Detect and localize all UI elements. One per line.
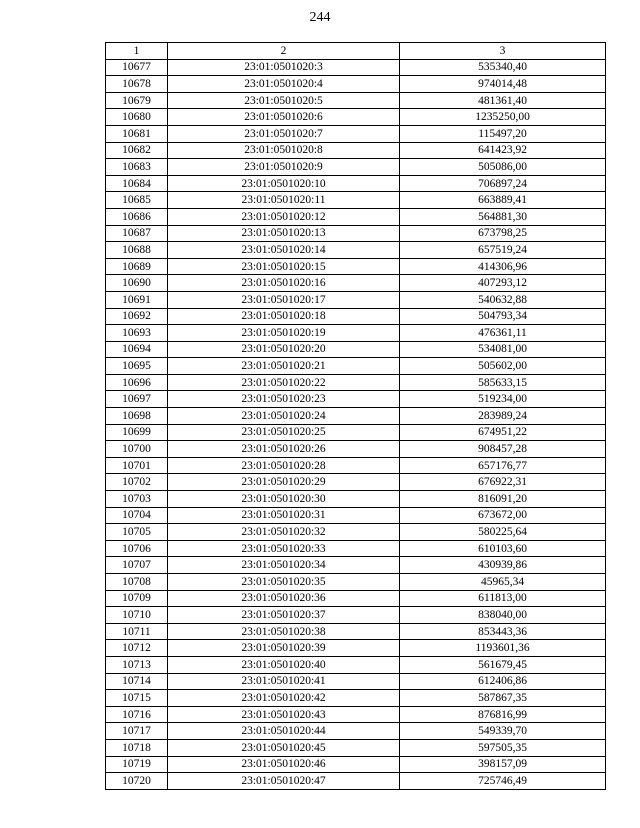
row-number-cell: 10677 [106,59,168,76]
value-cell: 561679,45 [400,656,606,673]
row-number-cell: 10713 [106,656,168,673]
table-row [106,424,606,441]
value-cell: 505602,00 [400,358,606,375]
row-number-cell: 10685 [106,192,168,209]
value-cell: 1235250,00 [400,109,606,126]
value-cell: 657519,24 [400,242,606,259]
table-row [106,192,606,209]
cadastral-number-cell: 23:01:0501020:8 [168,142,400,159]
value-cell: 597505,35 [400,739,606,756]
value-cell: 476361,11 [400,325,606,342]
table-row [106,607,606,624]
cadastral-number-cell: 23:01:0501020:23 [168,391,400,408]
row-number-cell: 10716 [106,706,168,723]
cadastral-number-cell: 23:01:0501020:33 [168,540,400,557]
table-row [106,159,606,176]
row-number-cell: 10699 [106,424,168,441]
row-number-cell: 10700 [106,441,168,458]
table-row [106,524,606,541]
table-body [106,59,606,789]
table-row [106,640,606,657]
table-row [106,773,606,790]
cadastral-number-cell: 23:01:0501020:38 [168,623,400,640]
value-cell: 838040,00 [400,607,606,624]
row-number-cell: 10720 [106,773,168,790]
cadastral-number-cell: 23:01:0501020:10 [168,175,400,192]
value-cell: 663889,41 [400,192,606,209]
value-cell: 657176,77 [400,457,606,474]
table-row [106,706,606,723]
table-row [106,341,606,358]
table-row [106,258,606,275]
cadastral-number-cell: 23:01:0501020:5 [168,92,400,109]
table-row [106,656,606,673]
table-row [106,391,606,408]
row-number-cell: 10683 [106,159,168,176]
cadastral-number-cell: 23:01:0501020:43 [168,706,400,723]
row-number-cell: 10708 [106,574,168,591]
table-row [106,574,606,591]
table-row [106,125,606,142]
cadastral-number-cell: 23:01:0501020:12 [168,208,400,225]
row-number-cell: 10704 [106,507,168,524]
page-number: 244 [309,10,331,25]
cadastral-number-cell: 23:01:0501020:32 [168,524,400,541]
value-cell: 816091,20 [400,491,606,508]
value-cell: 876816,99 [400,706,606,723]
row-number-cell: 10694 [106,341,168,358]
table-row [106,723,606,740]
cadastral-number-cell: 23:01:0501020:21 [168,358,400,375]
value-cell: 725746,49 [400,773,606,790]
table-row [106,242,606,259]
value-cell: 611813,00 [400,590,606,607]
table-row [106,175,606,192]
cadastral-number-cell: 23:01:0501020:11 [168,192,400,209]
row-number-cell: 10686 [106,208,168,225]
value-cell: 853443,36 [400,623,606,640]
value-cell: 908457,28 [400,441,606,458]
cadastral-number-cell: 23:01:0501020:42 [168,690,400,707]
row-number-cell: 10717 [106,723,168,740]
table-row [106,540,606,557]
row-number-cell: 10697 [106,391,168,408]
row-number-cell: 10687 [106,225,168,242]
row-number-cell: 10692 [106,308,168,325]
table-row [106,408,606,425]
cadastral-number-cell: 23:01:0501020:20 [168,341,400,358]
value-cell: 1193601,36 [400,640,606,657]
value-cell: 706897,24 [400,175,606,192]
row-number-cell: 10701 [106,457,168,474]
table-row [106,457,606,474]
cadastral-number-cell: 23:01:0501020:14 [168,242,400,259]
table-row [106,491,606,508]
cadastral-number-cell: 23:01:0501020:39 [168,640,400,657]
value-cell: 673798,25 [400,225,606,242]
table-row [106,441,606,458]
value-cell: 430939,86 [400,557,606,574]
row-number-cell: 10705 [106,524,168,541]
row-number-cell: 10711 [106,623,168,640]
table-row [106,308,606,325]
value-cell: 580225,64 [400,524,606,541]
cadastral-number-cell: 23:01:0501020:29 [168,474,400,491]
row-number-cell: 10718 [106,739,168,756]
value-cell: 504793,34 [400,308,606,325]
cadastral-number-cell: 23:01:0501020:30 [168,491,400,508]
cadastral-number-cell: 23:01:0501020:16 [168,275,400,292]
cadastral-number-cell: 23:01:0501020:40 [168,656,400,673]
table-header-row [106,43,606,60]
value-cell: 398157,09 [400,756,606,773]
row-number-cell: 10695 [106,358,168,375]
cadastral-number-cell: 23:01:0501020:9 [168,159,400,176]
cadastral-number-cell: 23:01:0501020:25 [168,424,400,441]
value-cell: 414306,96 [400,258,606,275]
value-cell: 676922,31 [400,474,606,491]
value-cell: 535340,40 [400,59,606,76]
row-number-cell: 10707 [106,557,168,574]
row-number-cell: 10719 [106,756,168,773]
table-row [106,208,606,225]
value-cell: 407293,12 [400,275,606,292]
cadastral-number-cell: 23:01:0501020:6 [168,109,400,126]
row-number-cell: 10703 [106,491,168,508]
cadastral-number-cell: 23:01:0501020:45 [168,739,400,756]
table-row [106,374,606,391]
value-cell: 564881,30 [400,208,606,225]
row-number-cell: 10696 [106,374,168,391]
row-number-cell: 10681 [106,125,168,142]
value-cell: 674951,22 [400,424,606,441]
cadastral-number-cell: 23:01:0501020:35 [168,574,400,591]
value-cell: 283989,24 [400,408,606,425]
cadastral-number-cell: 23:01:0501020:37 [168,607,400,624]
cadastral-number-cell: 23:01:0501020:46 [168,756,400,773]
cadastral-number-cell: 23:01:0501020:26 [168,441,400,458]
row-number-cell: 10682 [106,142,168,159]
value-cell: 115497,20 [400,125,606,142]
row-number-cell: 10689 [106,258,168,275]
value-cell: 534081,00 [400,341,606,358]
table-row [106,59,606,76]
row-number-cell: 10678 [106,76,168,93]
table-row [106,76,606,93]
row-number-cell: 10688 [106,242,168,259]
table-row [106,673,606,690]
value-cell: 45965,34 [400,574,606,591]
row-number-cell: 10698 [106,408,168,425]
value-cell: 610103,60 [400,540,606,557]
value-cell: 587867,35 [400,690,606,707]
cadastral-number-cell: 23:01:0501020:19 [168,325,400,342]
value-cell: 481361,40 [400,92,606,109]
table-row [106,590,606,607]
cadastral-number-cell: 23:01:0501020:36 [168,590,400,607]
cadastral-number-cell: 23:01:0501020:4 [168,76,400,93]
table-row [106,474,606,491]
cadastral-number-cell: 23:01:0501020:47 [168,773,400,790]
row-number-cell: 10680 [106,109,168,126]
value-cell: 673672,00 [400,507,606,524]
cadastral-number-cell: 23:01:0501020:22 [168,374,400,391]
row-number-cell: 10702 [106,474,168,491]
data-table [105,42,606,790]
table-row [106,92,606,109]
row-number-cell: 10714 [106,673,168,690]
table-row [106,507,606,524]
table-row [106,325,606,342]
table-row [106,623,606,640]
column-header-2: 2 [168,43,400,60]
cadastral-number-cell: 23:01:0501020:31 [168,507,400,524]
cadastral-number-cell: 23:01:0501020:17 [168,291,400,308]
value-cell: 641423,92 [400,142,606,159]
table-row [106,142,606,159]
table-row [106,275,606,292]
value-cell: 585633,15 [400,374,606,391]
cadastral-number-cell: 23:01:0501020:3 [168,59,400,76]
table-row [106,557,606,574]
row-number-cell: 10679 [106,92,168,109]
value-cell: 612406,86 [400,673,606,690]
value-cell: 974014,48 [400,76,606,93]
table-row [106,690,606,707]
cadastral-number-cell: 23:01:0501020:28 [168,457,400,474]
row-number-cell: 10693 [106,325,168,342]
value-cell: 505086,00 [400,159,606,176]
row-number-cell: 10684 [106,175,168,192]
row-number-cell: 10712 [106,640,168,657]
cadastral-number-cell: 23:01:0501020:7 [168,125,400,142]
row-number-cell: 10715 [106,690,168,707]
cadastral-number-cell: 23:01:0501020:13 [168,225,400,242]
row-number-cell: 10710 [106,607,168,624]
row-number-cell: 10690 [106,275,168,292]
cadastral-number-cell: 23:01:0501020:41 [168,673,400,690]
cadastral-number-cell: 23:01:0501020:44 [168,723,400,740]
row-number-cell: 10706 [106,540,168,557]
row-number-cell: 10691 [106,291,168,308]
value-cell: 549339,70 [400,723,606,740]
cadastral-number-cell: 23:01:0501020:34 [168,557,400,574]
value-cell: 540632,88 [400,291,606,308]
row-number-cell: 10709 [106,590,168,607]
table-row [106,109,606,126]
column-header-3: 3 [400,43,606,60]
cadastral-number-cell: 23:01:0501020:15 [168,258,400,275]
cadastral-number-cell: 23:01:0501020:18 [168,308,400,325]
table-row [106,291,606,308]
table-row [106,756,606,773]
table-row [106,739,606,756]
cadastral-number-cell: 23:01:0501020:24 [168,408,400,425]
column-header-1: 1 [106,43,168,60]
table-row [106,225,606,242]
table-row [106,358,606,375]
value-cell: 519234,00 [400,391,606,408]
